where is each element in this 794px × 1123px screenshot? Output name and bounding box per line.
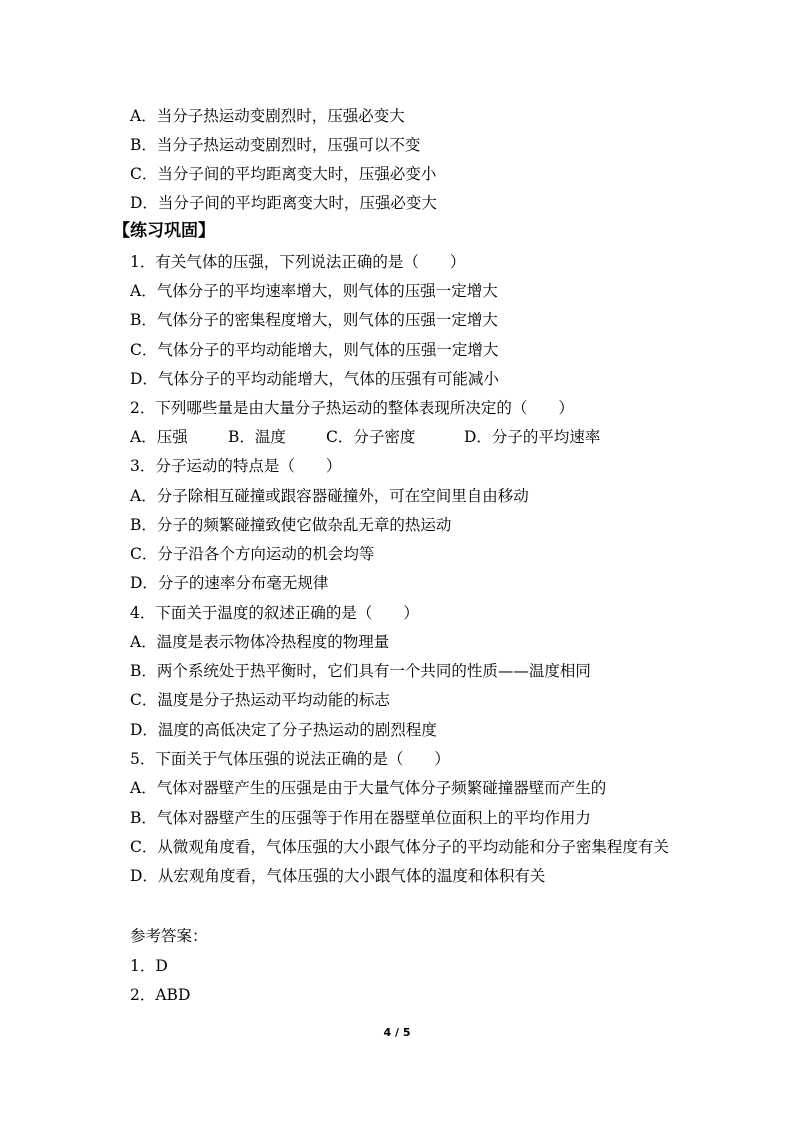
prior-option-d: D．当分子间的平均距离变大时，压强必变大 [130,194,437,212]
prior-option-b: B．当分子热运动变剧烈时，压强可以不变 [130,136,421,154]
answer-2: 2．ABD [130,986,191,1004]
prior-option-a: A．当分子热运动变剧烈时，压强必变大 [130,107,405,125]
question-3-option-d: D．分子的速率分布毫无规律 [130,574,329,592]
question-5-option-a: A．气体对器壁产生的压强是由于大量气体分子频繁碰撞器壁而产生的 [130,779,607,797]
answer-1: 1．D [130,957,168,975]
question-1-option-a: A．气体分子的平均速率增大，则气体的压强一定增大 [130,282,498,300]
question-4-option-b: B．两个系统处于热平衡时，它们具有一个共同的性质——温度相同 [130,662,591,680]
answers-title: 参考答案： [130,927,208,945]
section-heading: 【练习巩固】 [113,221,215,241]
question-3-option-b: B．分子的频繁碰撞致使它做杂乱无章的热运动 [130,516,452,534]
question-5-option-d: D．从宏观角度看，气体压强的大小跟气体的温度和体积有关 [130,867,546,885]
question-5-stem: 5．下面关于气体压强的说法正确的是（ ） [130,750,450,768]
question-5-option-b: B．气体对器壁产生的压强等于作用在器壁单位面积上的平均作用力 [130,809,591,827]
question-2-option-d: D．分子的平均速率 [464,428,601,446]
question-3-option-a: A．分子除相互碰撞或跟容器碰撞外，可在空间里自由移动 [130,487,529,505]
question-1-option-d: D．气体分子的平均动能增大，气体的压强有可能减小 [130,370,499,388]
question-5-option-c: C．从微观角度看，气体压强的大小跟气体分子的平均动能和分子密集程度有关 [130,838,669,856]
question-4-option-d: D．温度的高低决定了分子热运动的剧烈程度 [130,721,437,739]
page-number: 4 / 5 [383,1026,411,1039]
question-2-options [130,427,600,447]
question-1-option-c: C．气体分子的平均动能增大，则气体的压强一定增大 [130,341,499,359]
question-2-stem: 2．下列哪些量是由大量分子热运动的整体表现所决定的（ ） [130,399,574,417]
question-2-option-b: B．温度 [228,428,286,446]
question-4-option-a: A．温度是表示物体冷热程度的物理量 [130,633,390,651]
question-3-stem: 3．分子运动的特点是（ ） [130,457,342,475]
question-2-option-a: A．压强 [130,428,188,446]
question-4-option-c: C．温度是分子热运动平均动能的标志 [130,691,390,709]
question-1-option-b: B．气体分子的密集程度增大，则气体的压强一定增大 [130,311,498,329]
question-4-stem: 4．下面关于温度的叙述正确的是（ ） [130,604,419,622]
question-1-stem: 1．有关气体的压强，下列说法正确的是（ ） [130,253,466,271]
question-3-option-c: C．分子沿各个方向运动的机会均等 [130,545,375,563]
question-2-option-c: C．分子密度 [326,428,416,446]
prior-option-c: C．当分子间的平均距离变大时，压强必变小 [130,165,437,183]
